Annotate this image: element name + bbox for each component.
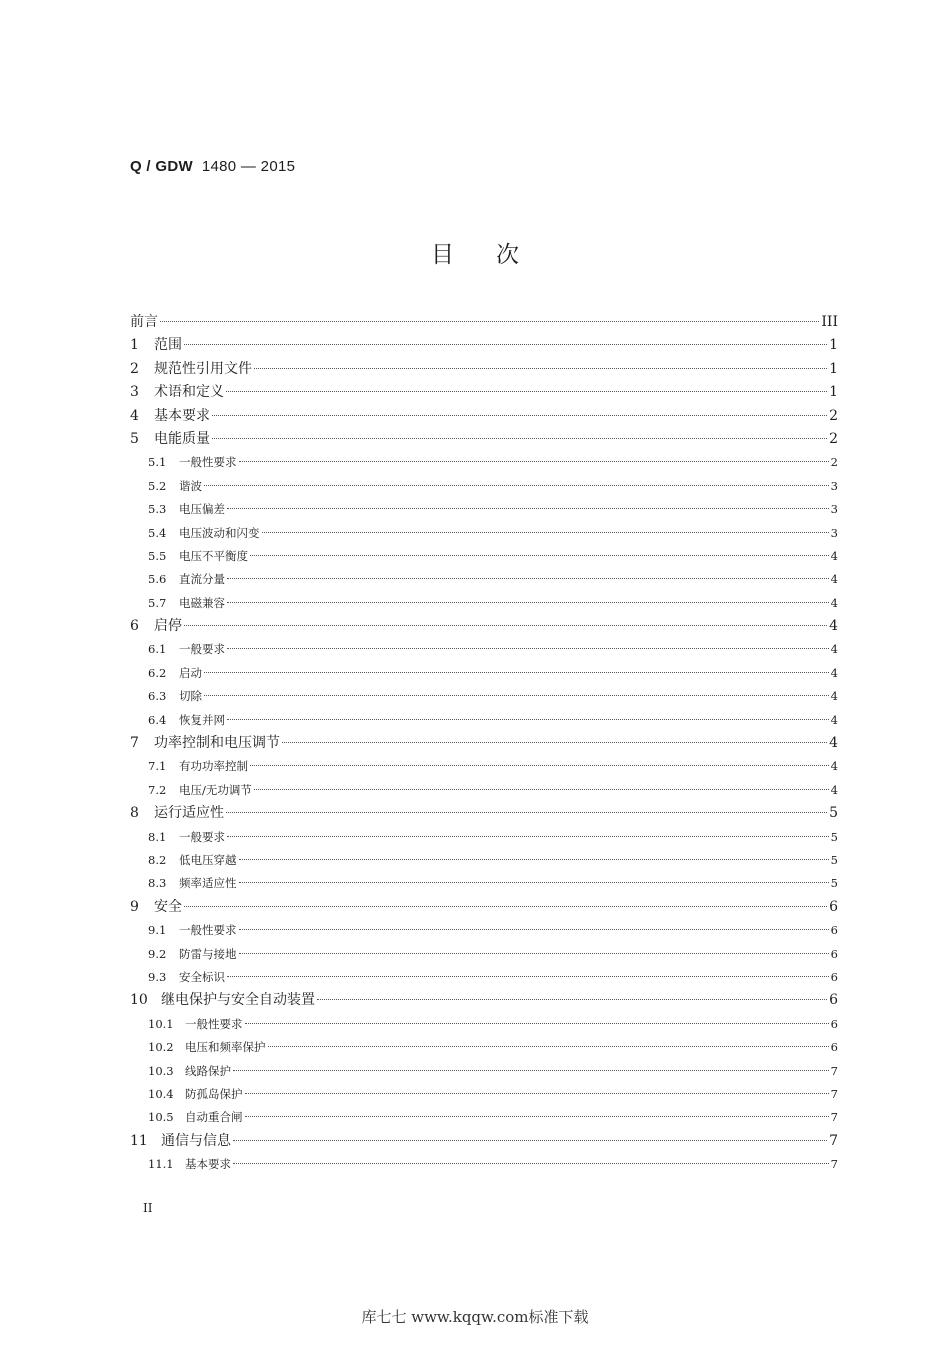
toc-entry-label: 恢复并网 xyxy=(179,712,225,727)
toc-entry-label: 线路保护 xyxy=(185,1063,231,1078)
toc-entry-label: 一般要求 xyxy=(179,642,225,657)
toc-title: 目次 xyxy=(431,242,561,268)
toc-leader-dots xyxy=(227,577,829,579)
toc-entry-page: 4 xyxy=(830,759,838,774)
toc-entry-number: 9 xyxy=(130,898,139,915)
toc-entry-number: 5.6 xyxy=(148,572,167,587)
toc-entry-label: 电压/无功调节 xyxy=(179,782,252,797)
toc-entry-number: 9.1 xyxy=(148,923,167,938)
toc-entry-label: 防雷与接地 xyxy=(179,946,237,961)
toc-leader-dots xyxy=(227,718,829,720)
toc-leader-dots xyxy=(184,905,827,907)
toc-entry-page: 4 xyxy=(830,665,838,680)
toc-leader-dots xyxy=(254,367,827,369)
toc-entry-page: 2 xyxy=(830,455,838,470)
toc-entry-label: 基本要求 xyxy=(154,407,210,424)
toc-entry-number: 8.2 xyxy=(148,852,167,867)
toc-entry-page: 3 xyxy=(830,525,838,540)
toc-entry[interactable] xyxy=(130,498,838,521)
toc-entry-number: 6.3 xyxy=(148,689,167,704)
toc-entry-number: 11 xyxy=(130,1132,148,1149)
toc-entry-label: 电压不平衡度 xyxy=(179,548,248,563)
toc-entry-page: 7 xyxy=(830,1063,838,1078)
toc-entry[interactable] xyxy=(130,1106,838,1129)
toc-entry-label: 频率适应性 xyxy=(179,876,237,891)
toc-entry[interactable] xyxy=(130,1130,838,1153)
toc-leader-dots xyxy=(204,694,829,696)
toc-entry-number: 11.1 xyxy=(148,1157,174,1172)
toc-entry-page: 6 xyxy=(830,1016,838,1031)
toc-entry-page: 4 xyxy=(829,735,838,752)
toc-entry-number: 5.2 xyxy=(148,478,167,493)
toc-entry[interactable] xyxy=(130,358,838,381)
toc-leader-dots xyxy=(239,952,829,954)
toc-entry-page: III xyxy=(821,314,838,330)
toc-entry[interactable] xyxy=(130,1036,838,1059)
toc-entry-label: 电磁兼容 xyxy=(179,595,225,610)
toc-entry[interactable] xyxy=(130,849,838,872)
toc-entry[interactable] xyxy=(130,615,838,638)
toc-entry-number: 8 xyxy=(130,805,139,822)
toc-entry-page: 1 xyxy=(829,337,838,354)
toc-entry[interactable] xyxy=(130,405,838,428)
watermark-text: 库七七 www.kqqw.com标准下载 xyxy=(361,1308,589,1326)
toc-leader-dots xyxy=(160,320,819,322)
table-of-contents xyxy=(130,311,838,1176)
toc-entry-number: 5 xyxy=(130,430,139,447)
toc-leader-dots xyxy=(226,390,827,392)
toc-entry[interactable] xyxy=(130,1083,838,1106)
toc-leader-dots xyxy=(317,998,827,1000)
toc-entry-number: 7.1 xyxy=(148,759,167,774)
toc-entry-number: 9.2 xyxy=(148,946,167,961)
toc-entry-page: 4 xyxy=(830,572,838,587)
toc-entry[interactable] xyxy=(130,685,838,708)
toc-entry[interactable] xyxy=(130,638,838,661)
toc-entry-label: 电压和频率保护 xyxy=(185,1040,266,1055)
toc-entry[interactable] xyxy=(130,872,838,895)
toc-leader-dots xyxy=(239,460,829,462)
toc-entry-label: 启动 xyxy=(179,665,202,680)
toc-entry-page: 4 xyxy=(830,689,838,704)
toc-entry-page: 6 xyxy=(830,969,838,984)
toc-leader-dots xyxy=(204,484,829,486)
toc-entry-number: 3 xyxy=(130,384,139,401)
toc-entry-label: 前言 xyxy=(130,314,158,330)
toc-entry-number: 5.3 xyxy=(148,502,167,517)
toc-entry-number: 8.3 xyxy=(148,876,167,891)
toc-entry-page: 2 xyxy=(829,430,838,447)
toc-entry-label: 范围 xyxy=(154,337,182,354)
toc-entry-label: 通信与信息 xyxy=(161,1132,231,1149)
toc-leader-dots xyxy=(268,1045,829,1047)
toc-entry[interactable] xyxy=(130,1060,838,1083)
toc-entry-page: 1 xyxy=(829,360,838,377)
toc-entry[interactable] xyxy=(130,802,838,825)
toc-entry[interactable] xyxy=(130,896,838,919)
toc-entry[interactable] xyxy=(130,662,838,685)
toc-entry[interactable] xyxy=(130,989,838,1012)
toc-entry[interactable] xyxy=(130,1153,838,1176)
toc-leader-dots xyxy=(239,881,829,883)
toc-leader-dots xyxy=(227,507,829,509)
toc-entry[interactable] xyxy=(130,522,838,545)
toc-entry-number: 6.4 xyxy=(148,712,167,727)
toc-entry-label: 基本要求 xyxy=(185,1157,231,1172)
toc-entry-label: 谐波 xyxy=(179,478,202,493)
toc-entry-page: 6 xyxy=(829,898,838,915)
toc-entry-label: 一般要求 xyxy=(179,829,225,844)
toc-entry-label: 安全标识 xyxy=(179,969,225,984)
toc-entry-label: 切除 xyxy=(179,689,202,704)
toc-entry-number: 10.5 xyxy=(148,1110,174,1125)
toc-entry-number: 10.3 xyxy=(148,1063,174,1078)
toc-entry[interactable] xyxy=(130,381,838,404)
toc-entry-label: 一般性要求 xyxy=(185,1016,243,1031)
toc-entry[interactable] xyxy=(130,755,838,778)
toc-leader-dots xyxy=(212,414,827,416)
toc-entry-page: 6 xyxy=(830,923,838,938)
toc-entry[interactable] xyxy=(130,334,838,357)
toc-entry[interactable] xyxy=(130,428,838,451)
toc-entry-page: 5 xyxy=(830,852,838,867)
toc-entry-label: 有功功率控制 xyxy=(179,759,248,774)
toc-entry-page: 4 xyxy=(830,782,838,797)
toc-entry-label: 术语和定义 xyxy=(154,384,224,401)
toc-entry-number: 8.1 xyxy=(148,829,167,844)
toc-leader-dots xyxy=(227,975,829,977)
toc-entry[interactable] xyxy=(130,732,838,755)
toc-entry-page: 4 xyxy=(830,595,838,610)
toc-leader-dots xyxy=(254,788,829,790)
toc-leader-dots xyxy=(184,343,827,345)
toc-entry-label: 规范性引用文件 xyxy=(154,360,252,377)
toc-leader-dots xyxy=(184,624,827,626)
toc-entry-page: 6 xyxy=(830,1040,838,1055)
toc-entry-page: 4 xyxy=(830,642,838,657)
toc-leader-dots xyxy=(227,835,829,837)
toc-entry-page: 4 xyxy=(830,712,838,727)
toc-leader-dots xyxy=(233,1162,829,1164)
toc-entry-number: 5.7 xyxy=(148,595,167,610)
toc-entry-number: 6 xyxy=(130,618,139,635)
toc-entry[interactable] xyxy=(130,826,838,849)
toc-entry-page: 7 xyxy=(830,1157,838,1172)
toc-entry-number: 1 xyxy=(130,337,139,354)
toc-entry[interactable] xyxy=(130,451,838,474)
toc-entry-number: 10.1 xyxy=(148,1016,174,1031)
standard-code xyxy=(130,158,295,175)
toc-leader-dots xyxy=(245,1115,829,1117)
toc-entry-page: 3 xyxy=(830,502,838,517)
toc-leader-dots xyxy=(239,858,829,860)
toc-leader-dots xyxy=(245,1092,829,1094)
toc-leader-dots xyxy=(233,1069,829,1071)
toc-entry-page: 7 xyxy=(830,1086,838,1101)
standard-code-number: 1480 — 2015 xyxy=(201,158,296,175)
toc-entry[interactable] xyxy=(130,545,838,568)
toc-entry-label: 直流分量 xyxy=(179,572,225,587)
toc-entry-number: 10.4 xyxy=(148,1086,174,1101)
toc-entry-label: 安全 xyxy=(154,898,182,915)
toc-leader-dots xyxy=(227,647,829,649)
toc-entry-label: 继电保护与安全自动装置 xyxy=(161,992,315,1009)
toc-entry-label: 防孤岛保护 xyxy=(185,1086,243,1101)
toc-entry-page: 5 xyxy=(829,805,838,822)
toc-entry-label: 低电压穿越 xyxy=(179,852,237,867)
toc-entry-number: 10.2 xyxy=(148,1040,174,1055)
toc-entry-number: 5.5 xyxy=(148,548,167,563)
toc-entry-number: 5.4 xyxy=(148,525,167,540)
toc-entry-label: 一般性要求 xyxy=(179,923,237,938)
toc-entry-page: 6 xyxy=(830,946,838,961)
toc-entry-label: 启停 xyxy=(154,618,182,635)
toc-entry-number: 10 xyxy=(130,992,148,1009)
toc-entry[interactable] xyxy=(130,779,838,802)
toc-entry[interactable] xyxy=(130,709,838,732)
toc-entry[interactable] xyxy=(130,966,838,989)
toc-leader-dots xyxy=(204,671,829,673)
toc-entry-label: 自动重合闸 xyxy=(185,1110,243,1125)
toc-entry-page: 5 xyxy=(830,876,838,891)
toc-entry-number: 5.1 xyxy=(148,455,167,470)
toc-entry-label: 运行适应性 xyxy=(154,805,224,822)
toc-entry[interactable] xyxy=(130,943,838,966)
toc-entry-page: 7 xyxy=(829,1132,838,1149)
toc-leader-dots xyxy=(239,928,829,930)
toc-entry-page: 4 xyxy=(829,618,838,635)
toc-leader-dots xyxy=(227,601,829,603)
toc-entry-page: 4 xyxy=(830,548,838,563)
toc-leader-dots xyxy=(233,1139,827,1141)
toc-leader-dots xyxy=(212,437,827,439)
page-number: II xyxy=(143,1201,153,1215)
toc-entry[interactable] xyxy=(130,475,838,498)
toc-leader-dots xyxy=(282,741,827,743)
toc-entry-page: 7 xyxy=(830,1110,838,1125)
toc-entry[interactable] xyxy=(130,568,838,591)
toc-entry-label: 电压波动和闪变 xyxy=(179,525,260,540)
toc-entry-page: 1 xyxy=(829,384,838,401)
toc-entry-number: 7.2 xyxy=(148,782,167,797)
toc-entry-number: 9.3 xyxy=(148,969,167,984)
toc-entry-number: 7 xyxy=(130,735,139,752)
toc-entry-label: 功率控制和电压调节 xyxy=(154,735,280,752)
toc-entry[interactable] xyxy=(130,919,838,942)
toc-leader-dots xyxy=(250,764,829,766)
toc-entry-number: 4 xyxy=(130,407,139,424)
toc-entry-page: 3 xyxy=(830,478,838,493)
toc-leader-dots xyxy=(262,531,829,533)
toc-entry-page: 2 xyxy=(829,407,838,424)
toc-entry-label: 一般性要求 xyxy=(179,455,237,470)
toc-entry-page: 6 xyxy=(829,992,838,1009)
toc-leader-dots xyxy=(250,554,829,556)
toc-leader-dots xyxy=(245,1022,829,1024)
toc-entry[interactable] xyxy=(130,311,838,334)
toc-entry-number: 6.1 xyxy=(148,642,167,657)
toc-entry-label: 电能质量 xyxy=(154,430,210,447)
toc-entry-number: 6.2 xyxy=(148,665,167,680)
toc-entry-label: 电压偏差 xyxy=(179,502,225,517)
toc-entry-page: 5 xyxy=(830,829,838,844)
standard-code-prefix: Q / GDW xyxy=(130,158,193,175)
toc-entry-number: 2 xyxy=(130,360,139,377)
toc-entry[interactable] xyxy=(130,1013,838,1036)
toc-leader-dots xyxy=(226,811,827,813)
toc-entry[interactable] xyxy=(130,592,838,615)
